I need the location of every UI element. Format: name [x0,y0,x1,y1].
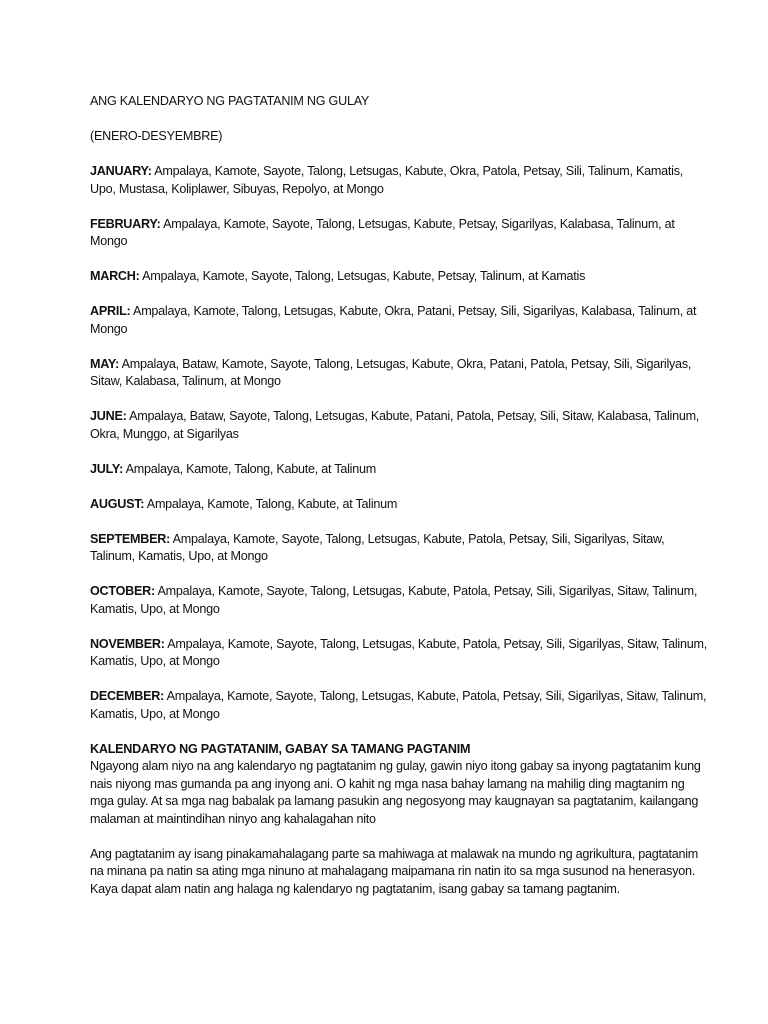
month-entry-february [90,216,708,251]
month-crops: Ampalaya, Bataw, Sayote, Talong, Letsugas, Kabute, Patani, Patola, Petsay, Sili, Sitaw, Kalabasa, Talinum, Okra, Munggo, at Sigarilyas [90,409,700,441]
month-crops: Ampalaya, Kamote, Sayote, Talong, Letsugas, Kabute, Patola, Petsay, Sili, Sigarilyas, Sitaw, Talinum, Kamatis, Upo, at Mongo [90,531,665,563]
month-crops: Ampalaya, Kamote, Sayote, Talong, Letsugas, Kabute, Patola, Petsay, Sili, Sigarilyas, Sitaw, Talinum, Kamatis, Upo, at Mongo [90,689,707,721]
month-entry-may [90,356,708,391]
month-label: JANUARY: [90,164,152,178]
month-entry-january [90,163,708,198]
month-crops: Ampalaya, Kamote, Talong, Kabute, at Talinum [144,496,398,511]
month-label: MAY: [90,356,120,371]
month-entry-december [90,688,708,723]
document-title: ANG KALENDARYO NG PAGTATANIM NG GULAY [90,94,370,108]
month-entry-october [90,583,708,618]
month-label: OCTOBER: [90,584,155,598]
month-crops: Ampalaya, Bataw, Kamote, Sayote, Talong, Letsugas, Kabute, Okra, Patani, Patola, Petsay, Sili, Sigarilyas, Sitaw, Kalabasa, Talinum, at Mongo [90,356,692,388]
month-label: NOVEMBER: [90,636,165,651]
month-entry-august [90,496,708,514]
month-entry-march [90,268,708,286]
month-entry-april [90,303,708,338]
section-heading: KALENDARYO NG PAGTATANIM, GABAY SA TAMANG PAGTANIM [90,741,471,756]
month-label: APRIL: [90,304,131,318]
month-crops: Ampalaya, Kamote, Sayote, Talong, Letsugas, Kabute, Petsay, Talinum, at Kamatis [139,269,586,283]
month-label: FEBRUARY: [90,216,161,231]
month-crops: Ampalaya, Kamote, Talong, Kabute, at Talinum [123,461,376,476]
month-label: MARCH: [90,269,140,283]
month-crops: Ampalaya, Kamote, Sayote, Talong, Letsugas, Kabute, Okra, Patola, Petsay, Sili, Talinum, Kamatis, Upo, Mustasa, Koliplawer, Sibuyas, Repolyo, at Mongo [90,164,683,196]
paragraph-1: Ngayong alam niyo na ang kalendaryo ng pagtatanim ng gulay, gawin niyo itong gabay sa inyong pagtatanim kung nais niyong mas gumanda pa ang inyong ani. O kahit ng mga nasa bahay lamang na mahilig ding magtanim ng mga gulay. At sa mga nag babalak pa lamang pasukin ang negosyong may kaugnayan sa pagtatanim, kailangang malaman at maintindihan ninyo ang kahalagahan nito [90,759,701,826]
month-entry-june [90,408,708,443]
month-label: AUGUST: [90,496,145,511]
month-entry-july [90,461,708,479]
month-crops: Ampalaya, Kamote, Sayote, Talong, Letsugas, Kabute, Petsay, Sigarilyas, Kalabasa, Talinum, at Mongo [90,216,675,248]
month-label: JULY: [90,461,124,476]
document-subtitle: (ENERO-DESYEMBRE) [90,129,223,143]
month-label: DECEMBER: [90,689,165,703]
month-label: SEPTEMBER: [90,531,171,546]
month-label: JUNE: [90,409,127,423]
month-entry-september [90,531,708,566]
month-crops: Ampalaya, Kamote, Sayote, Talong, Letsugas, Kabute, Patola, Petsay, Sili, Sigarilyas, Sitaw, Talinum, Kamatis, Upo, at Mongo [90,584,698,616]
month-entry-november [90,636,708,671]
paragraph-2: Ang pagtatanim ay isang pinakamahalagang parte sa mahiwaga at malawak na mundo ng agrikultura, pagtatanim na minana pa natin sa ating mga ninuno at mahalagang maipamana rin natin ito sa mga susunod na henerasyon. Kaya dapat alam natin ang halaga ng kalendaryo ng pagtatanim, isang gabay sa tamang pagtanim. [90,846,699,896]
month-crops: Ampalaya, Kamote, Sayote, Talong, Letsugas, Kabute, Patola, Petsay, Sili, Sigarilyas, Sitaw, Talinum, Kamatis, Upo, at Mongo [90,636,707,668]
month-crops: Ampalaya, Kamote, Talong, Letsugas, Kabute, Okra, Patani, Petsay, Sili, Sigarilyas, Kalabasa, Talinum, at Mongo [90,304,697,336]
